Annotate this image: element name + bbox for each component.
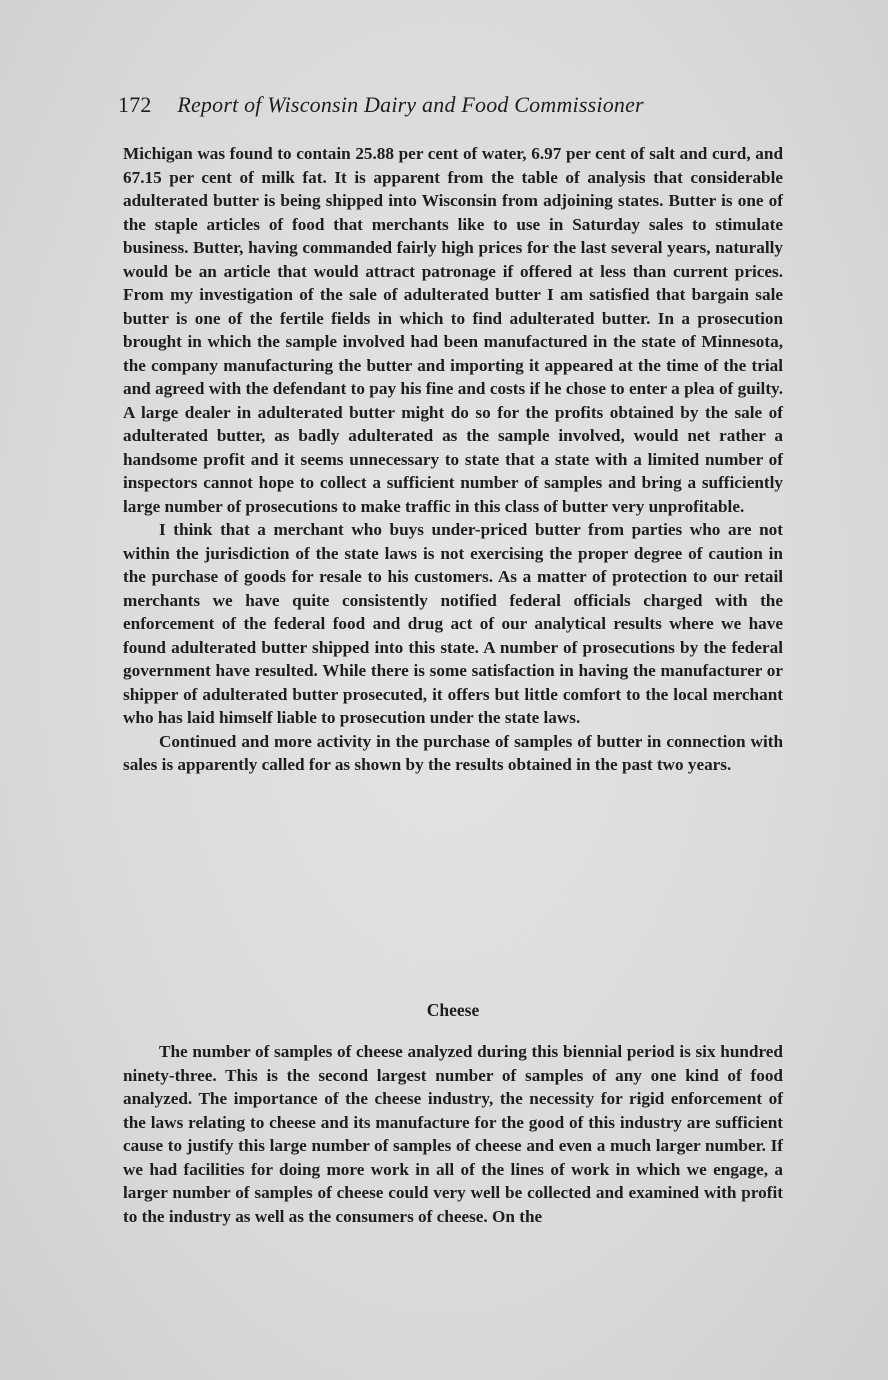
- paragraph-cheese-samples: The number of samples of cheese analyzed during this biennial period is six hundred ninety-three. This is the second largest number of samples of any one kind of food analyzed. The importance of the cheese industry, the necessity for rigid enforcement of the laws relating to cheese and its manufacture for the good of this industry are sufficient cause to justify this large number of samples of cheese and even a much larger number. If we had facilities for doing more work in all of the lines of work in which we engage, a larger number of samples of cheese could very well be collected and examined with profit to the industry as well as the consumers of cheese. On the: [123, 1042, 783, 1226]
- paragraph-merchant-caution: I think that a merchant who buys under-priced butter from parties who are not within the jurisdiction of the state laws is not exercising the proper degree of caution in the purchase of goods for resale to his customers. As a matter of protection to our retail merchants we have quite consistently notified federal officials charged with the enforcement of the federal food and drug act of our analytical results where we have found adulterated butter shipped into this state. A number of prosecutions by the federal government have resulted. While there is some satisfaction in having the manufacturer or shipper of adulterated butter prosecuted, it offers but little comfort to the local merchant who has laid himself liable to prosecution under the state laws.: [123, 520, 783, 727]
- page-number: 172: [118, 92, 152, 117]
- page-header: [118, 92, 644, 118]
- paragraph-continued-activity: Continued and more activity in the purchase of samples of butter in connection with sales is apparently called for as shown by the results obtained in the past two years.: [123, 731, 783, 774]
- section-heading-cheese: Cheese: [426, 1000, 480, 1020]
- paragraph-butter-analysis: Michigan was found to contain 25.88 per cent of water, 6.97 per cent of salt and curd, and 67.15 per cent of milk fat. It is apparent from the table of analysis that considerable adulterated butter is being shipped into Wisconsin from adjoining states. Butter is one of the staple articles of food that merchants like to use in Saturday sales to stimulate business. Butter, having commanded fairly high prices for the last several years, naturally would be an article that would attract patronage if offered at less than current prices. From my investigation of the sale of adulterated butter I am satisfied that bargain sale butter is one of the fertile fields in which to find adulterated butter. In a prosecution brought in which the sample involved had been manufactured in the state of Minnesota, the company manufacturing the butter and importing it appeared at the time of the trial and agreed with the defendant to pay his fine and costs if he chose to enter a plea of guilty. A large dealer in adulterated butter might do so for the profits obtained by the sale of adulterated butter, as badly adulterated as the sample involved, would net rather a handsome profit and it seems unnecessary to state that a state with a limited number of inspectors cannot hope to collect a sufficient number of samples and bring a sufficiently large number of prosecutions to make traffic in this class of butter very unprofitable.: [123, 144, 783, 516]
- running-title: Report of Wisconsin Dairy and Food Commissioner: [177, 92, 644, 117]
- body-text-upper: [123, 142, 783, 777]
- body-text-lower: [123, 1040, 783, 1228]
